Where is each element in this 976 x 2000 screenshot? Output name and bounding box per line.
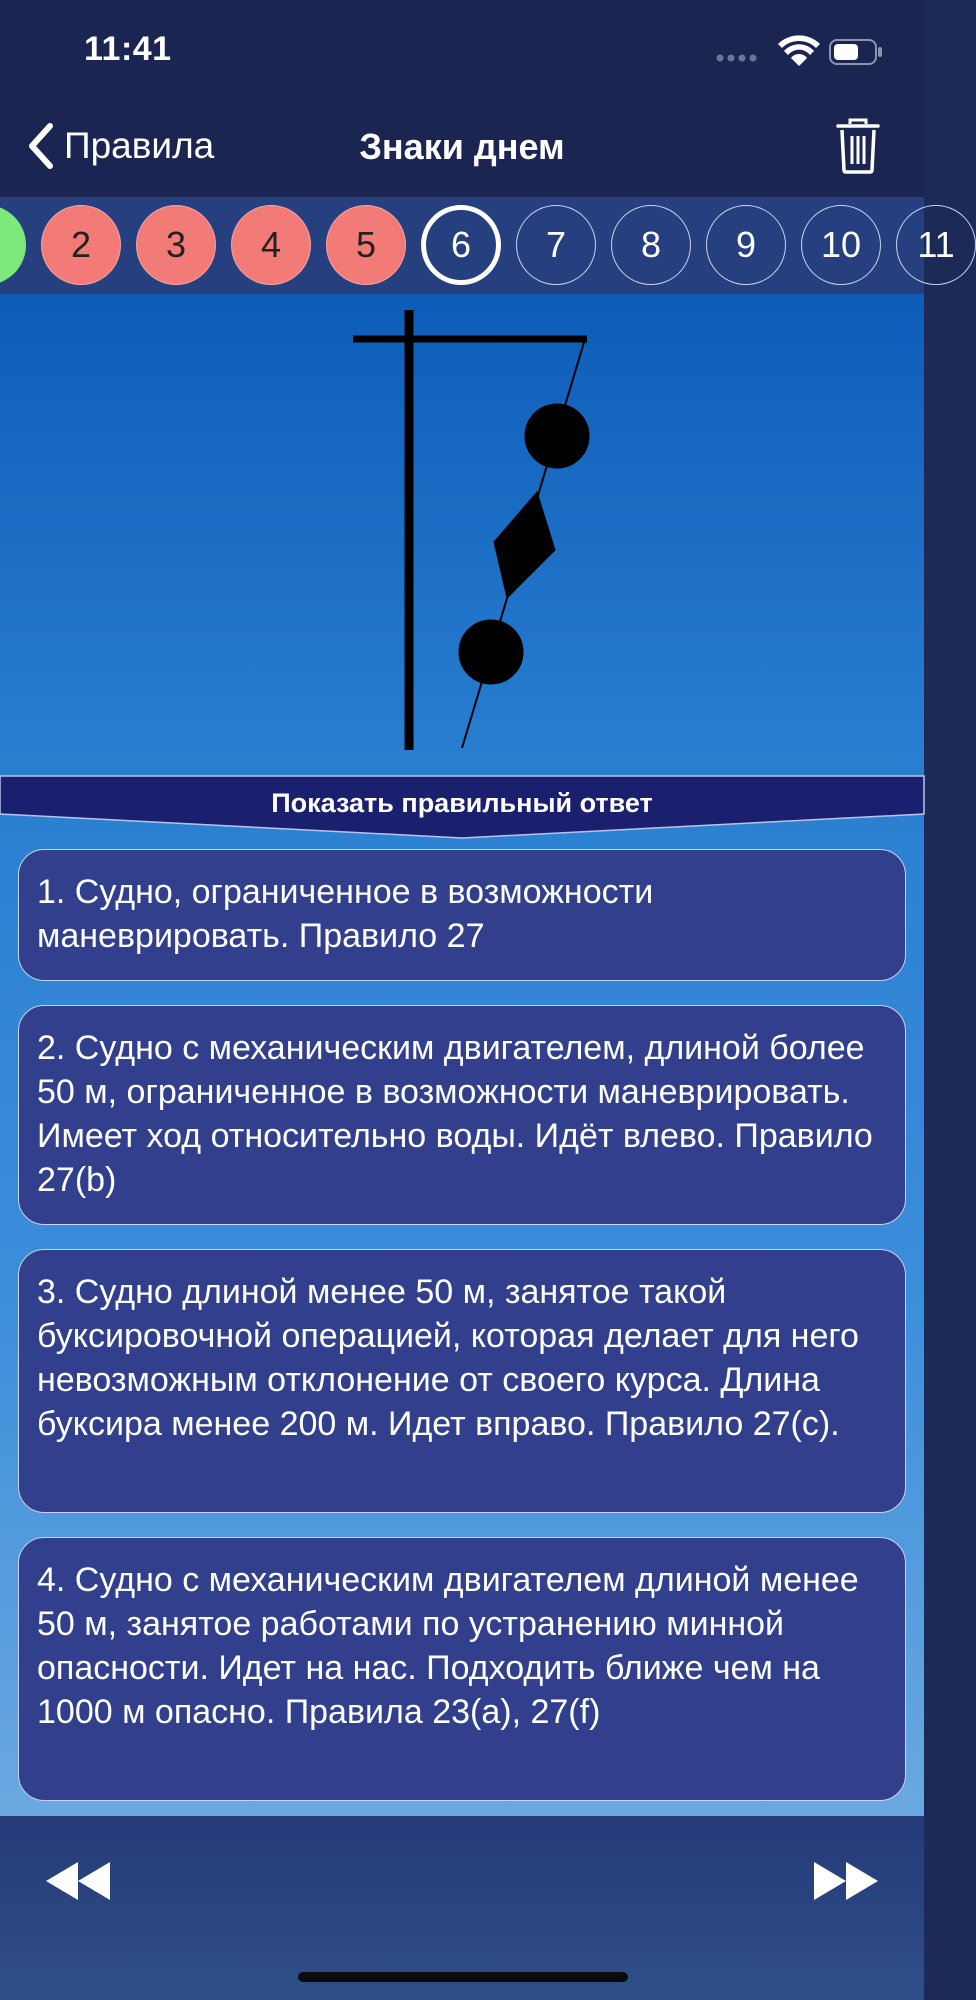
battery-icon (830, 40, 882, 64)
delete-button[interactable] (836, 118, 880, 179)
show-answer-button[interactable] (0, 776, 924, 838)
question-number-2[interactable]: 2 (41, 205, 121, 285)
question-number-9[interactable]: 9 (706, 205, 786, 285)
mast-with-signals (353, 310, 589, 750)
trash-icon (836, 118, 880, 174)
status-icons (714, 34, 884, 73)
answer-option-4[interactable]: 4. Судно с механическим двигателем длиной менее 50 м, занятое работами по устранению минной опасности. Идет на нас. Подходить ближе чем на 1000 м опасно. Правила 23(a), 27(f) (18, 1537, 906, 1801)
question-number-6[interactable]: 6 (421, 205, 501, 285)
question-number-4[interactable]: 4 (231, 205, 311, 285)
navigation-header (0, 0, 924, 197)
question-number-3[interactable]: 3 (136, 205, 216, 285)
question-number-11[interactable]: 11 (896, 205, 976, 285)
cellular-signal-icon (717, 55, 757, 62)
previous-button[interactable] (44, 1860, 112, 1907)
home-indicator (298, 1972, 628, 1982)
question-number-10[interactable]: 10 (801, 205, 881, 285)
question-number-5[interactable]: 5 (326, 205, 406, 285)
back-label: Правила (64, 125, 215, 166)
rewind-icon (44, 1860, 112, 1902)
page-title: Знаки днем (359, 126, 565, 167)
next-button[interactable] (812, 1860, 880, 1907)
question-number-7[interactable]: 7 (516, 205, 596, 285)
question-number-1[interactable] (0, 205, 26, 285)
question-strip (0, 197, 955, 294)
show-answer-label: Показать правильный ответ (271, 788, 653, 818)
wifi-icon (778, 35, 820, 66)
question-number-8[interactable]: 8 (611, 205, 691, 285)
answer-option-2[interactable]: 2. Судно с механическим двигателем, длиной более 50 м, ограниченное в возможности маневрировать. Имеет ход относительно воды. Идёт влево. Правило 27(b) (18, 1005, 906, 1225)
signal-illustration (0, 294, 924, 776)
fast-forward-icon (812, 1860, 880, 1902)
answer-option-3[interactable]: 3. Судно длиной менее 50 м, занятое такой буксировочной операцией, которая делает для него невозможным отклонение от своего курса. Длина буксира менее 200 м. Идет вправо. Правило 27(c). (18, 1249, 906, 1513)
answer-option-1[interactable]: 1. Судно, ограниченное в возможности маневрировать. Правило 27 (18, 849, 906, 981)
status-time: 11:41 (84, 30, 172, 68)
